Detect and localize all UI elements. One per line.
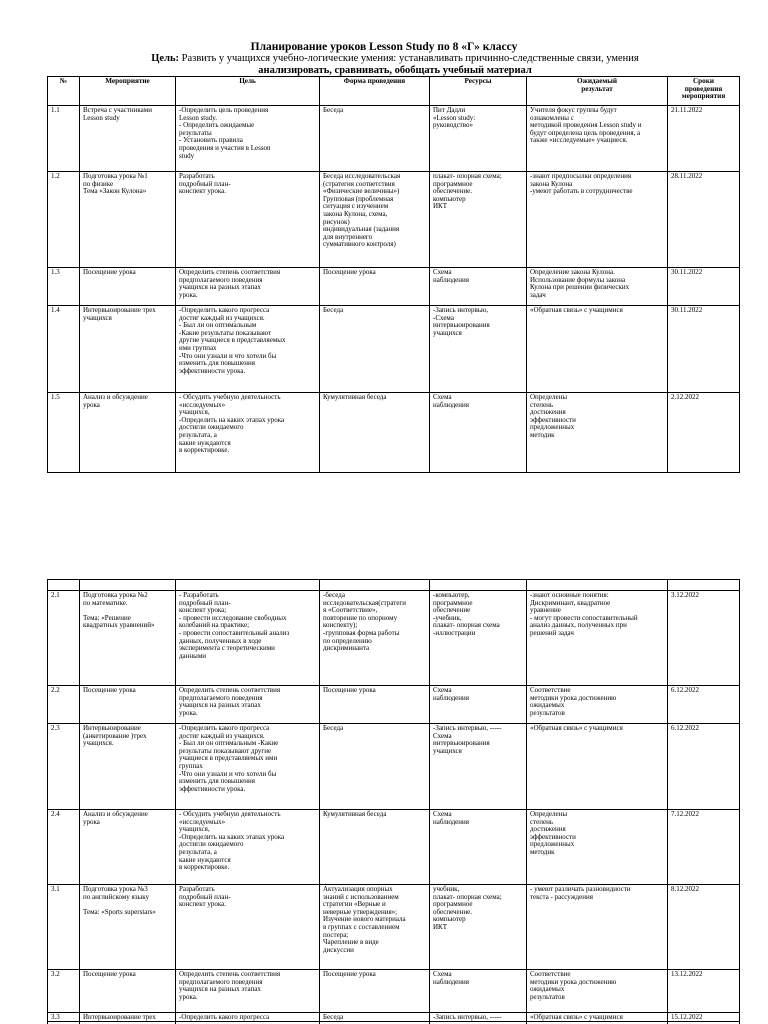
cell-goal: Определить степень соответствия предполагаемого поведения учащихся на разных этапах урока. (176, 686, 320, 724)
cell-form: Посещение урока (320, 686, 430, 724)
cell-result: «Обратная связь» с учащимися (527, 1013, 668, 1024)
cell-goal: Разработать подробный план- конспект урока. (176, 885, 320, 970)
cell-resources: Схема наблюдения (430, 810, 527, 885)
table-header-row (48, 77, 740, 106)
cell-result: -знают предпосылки определения закона Кулона -умеют работать в сотрудничестве (527, 172, 668, 268)
spacer-row (48, 580, 740, 591)
cell-goal: Разработать подробный план- конспект урока. (176, 172, 320, 268)
cell-result: Соответствие методики урока достижению ожидаемых результатов (527, 970, 668, 1022)
cell-date: 8.12.2022 (668, 885, 740, 970)
cell-date: 7.12.2022 (668, 810, 740, 885)
table-row (48, 393, 740, 473)
cell-resources: Схема наблюдения (430, 393, 527, 473)
cell-form: Кумулятивная беседа (320, 810, 430, 885)
cell-date: 15.12.2022 (668, 1013, 740, 1024)
cell-result: Определены степень достижения эффективности предложенных методик (527, 810, 668, 885)
cell-date: 3.12.2022 (668, 591, 740, 686)
table-row (48, 686, 740, 724)
cell-result: «Обратная связь» с учащимися (527, 724, 668, 810)
cell-goal: Определить степень соответствия предполагаемого поведения учащихся на разных этапах урока. (176, 268, 320, 306)
goal-line2: анализировать, сравнивать, обобщать учебный материал (258, 65, 532, 76)
cell-event: Подготовка урока №2 по математике. Тема: «Решение квадратных уравнений» (80, 591, 176, 686)
cell-result: Определение закона Кулона. Использование формулы закона Кулона при решении физических задач (527, 268, 668, 306)
cell-date: 6.12.2022 (668, 686, 740, 724)
cell-event: Интервьюирование (анкетирование )трех учащихся. (80, 724, 176, 810)
plan-table-1 (47, 76, 740, 473)
cell-num: 1.2 (48, 172, 80, 268)
cell-form: Беседа (320, 306, 430, 393)
cell-form: Посещение урока (320, 268, 430, 306)
cell-num: 2.2 (48, 686, 80, 724)
cell-num: 1.5 (48, 393, 80, 473)
cell-goal: -Определить какого прогресса достиг каждый из учащихся. - Был ли он оптимальным -Какие результаты показывают другие учащиеся в представляемых ими группах -Что они узнали и что хотели бы изменить для повышения эффективности урока. (176, 724, 320, 810)
cell-num: 1.1 (48, 106, 80, 172)
cell-goal: -Определить цель проведения Lesson study. - Определить ожидаемые результаты - Установить правила проведения и участия в Lesson study (176, 106, 320, 172)
cell-date: 28.11.2022 (668, 172, 740, 268)
cell-date: 2.12.2022 (668, 393, 740, 473)
cell-num: 3.2 (48, 970, 80, 1022)
cell-resources: -Запись интервью, ----- Схема интервьюирования учащихся (430, 724, 527, 810)
cell-goal: - Обсудить учебную деятельность «исследуемых» учащихся, -Определить на каких этапах урока достигли ожидаемого результата, а какие нуждаются в корректировке. (176, 810, 320, 885)
cell-num: 3.3 (48, 1013, 80, 1024)
table-row (48, 591, 740, 686)
cell-resources: плакат- опорная схема; программное обеспечение. компьютер ИКТ (430, 172, 527, 268)
cell-event: Анализ и обсуждение урока (80, 393, 176, 473)
cell-date: 21.11.2022 (668, 106, 740, 172)
cell-num: 1.3 (48, 268, 80, 306)
table-row (48, 106, 740, 172)
header-result: Ожидаемый результат (527, 77, 668, 106)
cell-event: Интервьюирование трех учащихся (80, 306, 176, 393)
cell-event: Встреча с участниками Lesson study (80, 106, 176, 172)
header-dates: Сроки проведения мероприятия (668, 77, 740, 106)
cell-form: Беседа (320, 106, 430, 172)
cell-event: Анализ и обсуждение урока (80, 810, 176, 885)
table-row (48, 885, 740, 970)
table-row (48, 724, 740, 810)
cell-date: 30.11.2022 (668, 268, 740, 306)
cell-result: Соответствие методики урока достижению ожидаемых результатов (527, 686, 668, 724)
header-form: Форма проведения (320, 77, 430, 106)
cell-result: -знают основные понятия: Дискриминант, квадратное уравнение - могут провести сопоставительный анализ данных, полученных при решений задач (527, 591, 668, 686)
goal-label: Цель: (151, 53, 180, 64)
cell-event: Посещение урока (80, 268, 176, 306)
cell-form: -беседа исследовательская(стратеги я «Соответствие», повторение по опорному конспекту); -групповая форма работы по определению дискриминанта (320, 591, 430, 686)
cell-resources: Схема наблюдения (430, 686, 527, 724)
cell-date: 30.11.2022 (668, 306, 740, 393)
cell-num: 2.3 (48, 724, 80, 810)
goal-text (50, 53, 740, 77)
cell-resources: Пит Дадли «Lesson study: руководство» (430, 106, 527, 172)
header-num: № (48, 77, 80, 106)
cell-goal: Определить степень соответствия предполагаемого поведения учащихся на разных этапах урока. (176, 970, 320, 1022)
cell-resources: -Запись интервью, -Схема интервьюирования учащихся (430, 306, 527, 393)
cell-resources: учебник, плакат- опорная схема; программное обеспечение. компьютер ИКТ (430, 885, 527, 970)
table-row (48, 1013, 740, 1024)
cell-result: Учителя фокус группы будут ознакомлены с методикой проведения Lesson study и будут определена цель проведения, а также «исследуемые» учащиеся. (527, 106, 668, 172)
cell-form: Посещение урока (320, 970, 430, 1022)
cell-num: 2.1 (48, 591, 80, 686)
cell-event: Интервьюирование трех (80, 1013, 176, 1024)
cell-resources: -компьютер, программное обеспечение -учебник, плакат- опорная схема -иллюстрации (430, 591, 527, 686)
cell-date: 13.12.2022 (668, 970, 740, 1022)
cell-result: - умеют различать разновидности текста - рассуждения (527, 885, 668, 970)
cell-event: Подготовка урока №1 по физике Тема «Закон Кулона» (80, 172, 176, 268)
cell-event: Посещение урока (80, 686, 176, 724)
cell-num: 1.4 (48, 306, 80, 393)
table-row (48, 306, 740, 393)
table-row (48, 172, 740, 268)
cell-event: Подготовка урока №3 по английскому языку Тема: «Sports superstars» (80, 885, 176, 970)
cell-resources: Схема наблюдения (430, 970, 527, 1022)
cell-date: 6.12.2022 (668, 724, 740, 810)
cell-form: Беседа (320, 1013, 430, 1024)
cell-form: Кумулятивная беседа (320, 393, 430, 473)
cell-goal: -Определить какого прогресса достиг каждый из учащихся. - Был ли он оптимальным -Какие результаты показывают другие учащиеся в представляемых ими группах -Что они узнали и что хотели бы изменить для повышения эффективности урока. (176, 306, 320, 393)
header-event: Мероприятие (80, 77, 176, 106)
cell-resources: -Запись интервью, ----- (430, 1013, 527, 1024)
plan-table-2 (47, 579, 740, 1022)
cell-goal: - Обсудить учебную деятельность «исследуемых» учащихся, -Определить на каких этапах урока достигли ожидаемого результата, а какие нуждаются в корректировке. (176, 393, 320, 473)
cell-result: «Обратная связь» с учащимися (527, 306, 668, 393)
table-row (48, 268, 740, 306)
cell-form: Беседа (320, 724, 430, 810)
cell-result: Определены степень достижения эффективности предложенных методик (527, 393, 668, 473)
plan-table-3 (47, 1012, 740, 1024)
header-goal: Цель (176, 77, 320, 106)
cell-event: Посещение урока (80, 970, 176, 1022)
cell-num: 2.4 (48, 810, 80, 885)
goal-body: Развить у учащихся учебно-логические умения: устанавливать причинно-следственные связи, умения (181, 53, 639, 64)
table-row (48, 810, 740, 885)
cell-form: Беседа исследовательская (стратегия соответствия «Физические величины») Групповая (проблемная ситуация с изучением закона Кулона, схема, рисунок) индивидуальная (задания для внутреннего суммативного контроля) (320, 172, 430, 268)
cell-goal: - Разработать подробный план- конспект урока; - провести исследование свободных колебаний на практике; - провести сопоставительный анализ данных, полученных в ходе эксперимента с теоретическими данными (176, 591, 320, 686)
cell-goal: -Определить какого прогресса (176, 1013, 320, 1024)
cell-resources: Схема наблюдения (430, 268, 527, 306)
header-resources: Ресурсы (430, 77, 527, 106)
cell-form: Актуализация опорных знаний с использованием стратегии «Верные и неверные утверждения»; Изучение нового материала в группах с составлением постера; Чарепление в виде дискуссии (320, 885, 430, 970)
cell-num: 3.1 (48, 885, 80, 970)
page-title: Планирование уроков Lesson Study по 8 «Г» классу (250, 41, 518, 53)
